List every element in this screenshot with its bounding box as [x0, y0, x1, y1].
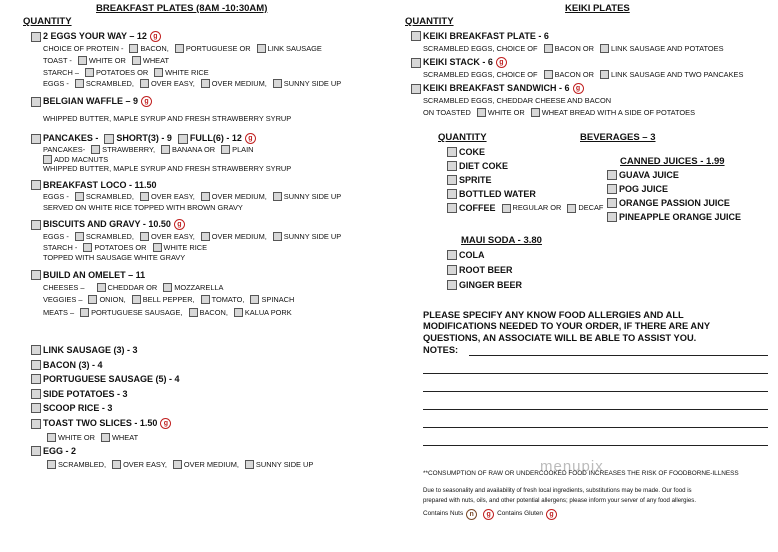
contains-gluten-icon: g: [245, 133, 256, 144]
item-description: SCRAMBLED EGGS, CHEDDAR CHEESE AND BACON: [423, 96, 612, 105]
quantity-checkbox[interactable]: [31, 360, 41, 370]
quantity-checkbox[interactable]: [411, 31, 421, 41]
quantity-checkbox[interactable]: [31, 345, 41, 355]
notes-line[interactable]: [423, 391, 768, 392]
quantity-checkbox[interactable]: [447, 265, 457, 275]
checkbox[interactable]: [80, 308, 89, 317]
beverages-title: BEVERAGES – 3: [580, 132, 656, 143]
quantity-checkbox[interactable]: [447, 175, 457, 185]
maui-soda-title: MAUI SODA - 3.80: [461, 235, 542, 246]
item-breakfast-loco: BREAKFAST LOCO - 11.50: [31, 180, 157, 190]
checkbox[interactable]: [101, 433, 110, 442]
quantity-checkbox[interactable]: [31, 446, 41, 456]
allergy-line: PLEASE SPECIFY ANY KNOW FOOD ALLERGIES AND ALL: [423, 310, 684, 320]
checkbox[interactable]: [175, 44, 184, 53]
checkbox[interactable]: [75, 192, 84, 201]
quantity-checkbox[interactable]: [31, 419, 41, 429]
notes-line[interactable]: [423, 373, 768, 374]
soda-cola: COLA: [447, 250, 485, 260]
checkbox[interactable]: [544, 70, 553, 79]
quantity-checkbox[interactable]: [31, 374, 41, 384]
juice-pineapple-orange: PINEAPPLE ORANGE JUICE: [607, 212, 741, 222]
checkbox[interactable]: [273, 192, 282, 201]
item-name: 2 EGGS YOUR WAY – 12: [43, 31, 147, 41]
contains-gluten-icon: g: [141, 96, 152, 107]
checkbox[interactable]: [140, 192, 149, 201]
checkbox[interactable]: [173, 460, 182, 469]
quantity-label: QUANTITY: [438, 132, 487, 143]
checkbox[interactable]: [83, 243, 92, 252]
quantity-label: QUANTITY: [23, 16, 72, 27]
notes-line[interactable]: [469, 355, 768, 356]
option-row-starch: STARCH - POTATOES OR WHITE RICE: [43, 242, 208, 252]
side-toast: TOAST TWO SLICES - 1.50 g: [31, 418, 171, 429]
item-keiki-sandwich: KEIKI BREAKFAST SANDWICH - 6 g: [411, 83, 584, 94]
checkbox[interactable]: [531, 108, 540, 117]
side-link-sausage: LINK SAUSAGE (3) - 3: [31, 345, 138, 355]
option-row-toast: WHITE OR WHEAT: [47, 433, 138, 442]
icon-legend: Contains Nuts n g Contains Gluten g: [423, 509, 557, 520]
consumption-warning: **CONSUMPTION OF RAW OR UNDERCOOKED FOOD INCREASES THE RISK OF FOODBORNE-ILLNESS: [423, 470, 739, 477]
checkbox[interactable]: [112, 460, 121, 469]
item-description: TOPPED WITH SAUSAGE WHITE GRAVY: [43, 253, 186, 262]
item-pancakes: PANCAKES - SHORT(3) - 9 FULL(6) - 12 g: [31, 133, 256, 144]
checkbox[interactable]: [154, 68, 163, 77]
option-row-keiki-bread: ON TOASTED WHITE OR WHEAT BREAD WITH A SIDE OF POTATOES: [423, 107, 696, 117]
option-row-addon: ADD MACNUTS: [43, 155, 108, 164]
checkbox[interactable]: [201, 232, 210, 241]
checkbox[interactable]: [47, 460, 56, 469]
watermark: menupix: [540, 458, 604, 475]
option-row-keiki-stack: SCRAMBLED EGGS, CHOICE OF BACON OR LINK SAUSAGE AND TWO PANCAKES: [423, 69, 744, 79]
checkbox[interactable]: [132, 56, 141, 65]
checkbox[interactable]: [250, 295, 259, 304]
drink-coke: COKE: [447, 147, 485, 157]
quantity-label: QUANTITY: [405, 16, 454, 27]
breakfast-title: BREAKFAST PLATES (8AM -10:30AM): [96, 3, 268, 14]
seasonality-note: Due to seasonality and availability of fresh local ingredients, substitutions may be made. Our food is: [423, 487, 692, 494]
checkbox[interactable]: [78, 56, 87, 65]
checkbox[interactable]: [273, 79, 282, 88]
quantity-checkbox[interactable]: [607, 212, 617, 222]
notes-label: NOTES:: [423, 345, 459, 355]
contains-gluten-icon: g: [483, 509, 494, 520]
checkbox[interactable]: [189, 308, 198, 317]
contains-gluten-icon: g: [573, 83, 584, 94]
allergy-line: MODIFICATIONS NEEDED TO YOUR ORDER, IF THERE ARE ANY: [423, 321, 711, 331]
checkbox[interactable]: [161, 145, 170, 154]
item-keiki-stack: KEIKI STACK - 6 g: [411, 57, 507, 68]
quantity-checkbox[interactable]: [31, 97, 41, 107]
checkbox[interactable]: [178, 134, 188, 144]
option-row-pancake-flavor: PANCAKES- STRAWBERRY, BANANA OR PLAIN: [43, 144, 254, 154]
quantity-checkbox[interactable]: [31, 403, 41, 413]
quantity-checkbox[interactable]: [447, 147, 457, 157]
drink-diet-coke: DIET COKE: [447, 161, 508, 171]
side-egg: EGG - 2: [31, 446, 76, 456]
option-row-eggs: EGGS - SCRAMBLED, OVER EASY, OVER MEDIUM, SUNNY SIDE UP: [43, 191, 342, 201]
checkbox[interactable]: [567, 204, 576, 213]
allergy-line: QUESTIONS, AN ASSOCIATE WILL BE ABLE TO ASSIST YOU.: [423, 333, 697, 343]
quantity-checkbox[interactable]: [31, 270, 41, 280]
canned-juices-title: CANNED JUICES - 1.99: [620, 156, 725, 167]
checkbox[interactable]: [234, 308, 243, 317]
item-build-omelet: BUILD AN OMELET – 11: [31, 270, 145, 280]
quantity-checkbox[interactable]: [31, 134, 41, 144]
contains-gluten-icon: g: [546, 509, 557, 520]
notes-line[interactable]: [423, 409, 768, 410]
notes-line[interactable]: [423, 427, 768, 428]
quantity-checkbox[interactable]: [31, 32, 41, 42]
checkbox[interactable]: [43, 155, 52, 164]
side-potatoes: SIDE POTATOES - 3: [31, 389, 128, 399]
soda-root-beer: ROOT BEER: [447, 265, 513, 275]
seasonality-note: prepared with nuts, oils, and other potential allergens; please inform your server of any food allergies.: [423, 497, 697, 504]
quantity-checkbox[interactable]: [607, 184, 617, 194]
side-portuguese-sausage: PORTUGUESE SAUSAGE (5) - 4: [31, 374, 180, 384]
soda-ginger-beer: GINGER BEER: [447, 280, 522, 290]
checkbox[interactable]: [129, 44, 138, 53]
item-description: WHIPPED BUTTER, MAPLE SYRUP AND FRESH STRAWBERRY SYRUP: [43, 114, 292, 123]
item-keiki-plate: KEIKI BREAKFAST PLATE - 6: [411, 31, 549, 41]
drink-bottled-water: BOTTLED WATER: [447, 189, 536, 199]
option-row-eggs: EGGS - SCRAMBLED, OVER EASY, OVER MEDIUM, SUNNY SIDE UP: [43, 231, 342, 241]
option-row-cheese: CHEESES – CHEDDAR OR MOZZARELLA: [43, 282, 224, 292]
drink-sprite: SPRITE: [447, 175, 492, 185]
quantity-checkbox[interactable]: [447, 250, 457, 260]
checkbox[interactable]: [163, 283, 172, 292]
option-row-meats: MEATS – PORTUGUESE SAUSAGE, BACON, KALUA PORK: [43, 307, 292, 317]
checkbox[interactable]: [153, 243, 162, 252]
quantity-checkbox[interactable]: [607, 198, 617, 208]
contains-gluten-icon: g: [174, 219, 185, 230]
quantity-checkbox[interactable]: [447, 189, 457, 199]
checkbox[interactable]: [140, 232, 149, 241]
checkbox[interactable]: [221, 145, 230, 154]
quantity-checkbox[interactable]: [411, 84, 421, 94]
option-row-eggs: EGGS - SCRAMBLED, OVER EASY, OVER MEDIUM, SUNNY SIDE UP: [43, 78, 342, 88]
quantity-checkbox[interactable]: [607, 170, 617, 180]
checkbox[interactable]: [132, 295, 141, 304]
contains-gluten-icon: g: [150, 31, 161, 42]
option-row-toast: TOAST - WHITE OR WHEAT: [43, 55, 169, 65]
contains-nuts-icon: n: [466, 509, 477, 520]
notes-line[interactable]: [423, 445, 768, 446]
option-row-keiki-plate: SCRAMBLED EGGS, CHOICE OF BACON OR LINK SAUSAGE AND POTATOES: [423, 43, 724, 53]
checkbox[interactable]: [600, 70, 609, 79]
item-description: WHIPPED BUTTER, MAPLE SYRUP AND FRESH STRAWBERRY SYRUP: [43, 164, 292, 173]
option-row-protein: CHOICE OF PROTEIN - BACON, PORTUGUESE OR LINK SAUSAGE: [43, 43, 322, 53]
checkbox[interactable]: [201, 79, 210, 88]
item-belgian-waffle: BELGIAN WAFFLE – 9 g: [31, 96, 152, 107]
checkbox[interactable]: [502, 204, 511, 213]
juice-orange-passion: ORANGE PASSION JUICE: [607, 198, 730, 208]
quantity-checkbox[interactable]: [31, 180, 41, 190]
checkbox[interactable]: [91, 145, 100, 154]
item-description: SERVED ON WHITE RICE TOPPED WITH BROWN GRAVY: [43, 203, 243, 212]
option-row-veggies: VEGGIES – ONION, BELL PEPPER, TOMATO, SPINACH: [43, 294, 295, 304]
contains-gluten-icon: g: [160, 418, 171, 429]
quantity-checkbox[interactable]: [31, 389, 41, 399]
checkbox[interactable]: [47, 433, 56, 442]
checkbox[interactable]: [245, 460, 254, 469]
option-row-egg-style: SCRAMBLED, OVER EASY, OVER MEDIUM, SUNNY SIDE UP: [47, 460, 313, 469]
option-row-starch: STARCH – POTATOES OR WHITE RICE: [43, 67, 209, 77]
juice-guava: GUAVA JUICE: [607, 170, 679, 180]
juice-pog: POG JUICE: [607, 184, 668, 194]
checkbox[interactable]: [201, 295, 210, 304]
checkbox[interactable]: [273, 232, 282, 241]
checkbox[interactable]: [104, 134, 114, 144]
item-two-eggs: [31, 31, 161, 42]
checkbox[interactable]: [600, 44, 609, 53]
checkbox[interactable]: [75, 232, 84, 241]
quantity-checkbox[interactable]: [447, 161, 457, 171]
quantity-checkbox[interactable]: [411, 58, 421, 68]
contains-gluten-icon: g: [496, 57, 507, 68]
checkbox[interactable]: [88, 295, 97, 304]
quantity-checkbox[interactable]: [31, 220, 41, 230]
checkbox[interactable]: [201, 192, 210, 201]
checkbox[interactable]: [140, 79, 149, 88]
drink-coffee: COFFEE REGULAR OR DECAF: [447, 203, 603, 213]
keiki-title: KEIKI PLATES: [565, 3, 630, 14]
side-bacon: BACON (3) - 4: [31, 360, 103, 370]
checkbox[interactable]: [257, 44, 266, 53]
checkbox[interactable]: [97, 283, 106, 292]
quantity-checkbox[interactable]: [447, 203, 457, 213]
side-scoop-rice: SCOOP RICE - 3: [31, 403, 112, 413]
checkbox[interactable]: [85, 68, 94, 77]
checkbox[interactable]: [477, 108, 486, 117]
quantity-checkbox[interactable]: [447, 280, 457, 290]
checkbox[interactable]: [75, 79, 84, 88]
checkbox[interactable]: [544, 44, 553, 53]
item-biscuits-gravy: BISCUITS AND GRAVY - 10.50 g: [31, 219, 185, 230]
